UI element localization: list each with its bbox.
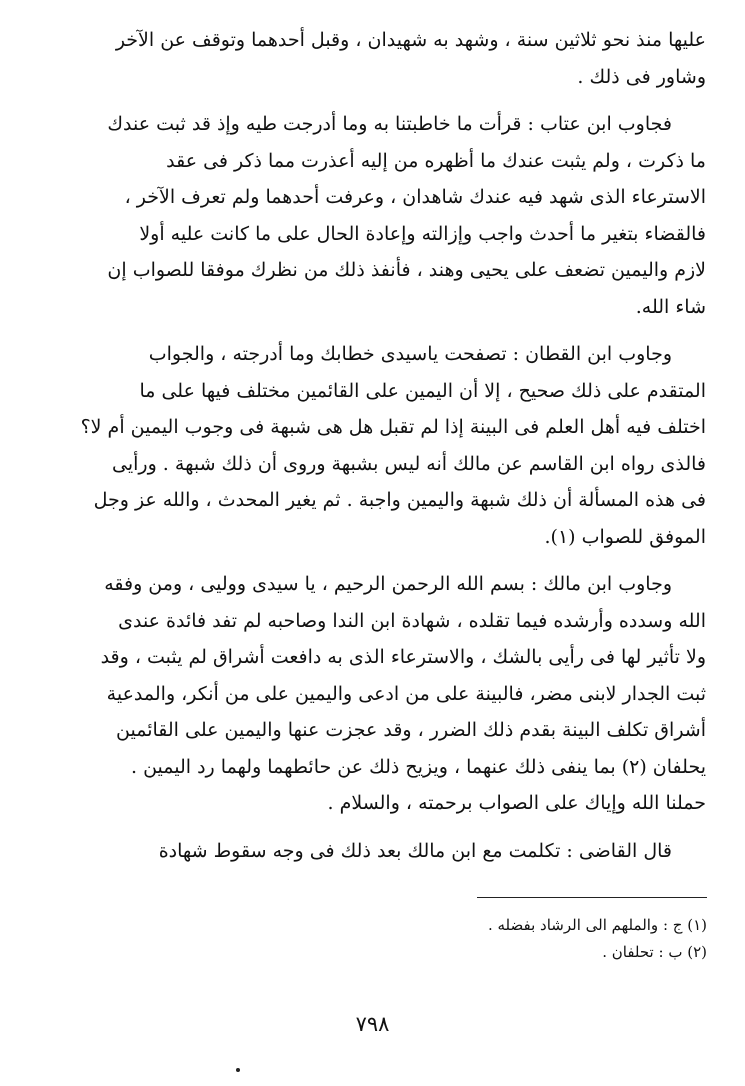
text-line: ولا تأثير لها فى رأيى بالشك ، والاسترعاء الذى به دافعت أشراق لم يثبت ، وقد — [100, 646, 706, 668]
text-line: شاء الله. — [635, 295, 706, 318]
main-text — [36, 22, 706, 869]
text-line: فى هذه المسألة أن ذلك شبهة واليمين واجبة . ثم يغير المحدث ، والله عز وجل — [93, 489, 706, 511]
text-line: وجاوب ابن القطان : تصفحت ياسيدى خطابك وما أدرجته ، والجواب — [148, 343, 672, 365]
footnotes — [287, 912, 707, 966]
footnote-divider — [477, 897, 707, 898]
text-line: عليها منذ نحو ثلاثين سنة ، وشهد به شهيدان ، وقبل أحدهما وتوقف عن الآخر — [115, 29, 706, 51]
paragraph-continuation — [36, 22, 706, 95]
text-line: الموفق للصواب (١). — [544, 525, 706, 548]
text-line: المتقدم على ذلك صحيح ، إلا أن اليمين على القائمين مختلف فيها على ما — [139, 379, 706, 402]
stray-ink-dot — [236, 1068, 240, 1072]
text-line: فالقضاء بتغير ما أحدث واجب وإزالته وإعادة الحال على ما كانت عليه أولا — [139, 222, 706, 245]
paragraph-ibn-al-qattan — [36, 336, 706, 555]
text-line: وشاور فى ذلك . — [577, 65, 706, 88]
text-line: الله وسدده وأرشده فيما تقلده ، شهادة ابن الندا وصاحبه لم تفد فائدة عندى — [118, 609, 706, 632]
footnote-1: (١) ج : والملهم الى الرشاد بفضله . — [487, 916, 707, 934]
footnote-2: (٢) ب : تحلفان . — [602, 943, 707, 961]
text-line: لازم واليمين تضعف على يحيى وهند ، فأنفذ ذلك من نظرك موفقا للصواب إن — [107, 259, 706, 281]
text-line: الاسترعاء الذى شهد فيه عندك شاهدان ، وعرفت أحدهما ولم تعرف الآخر ، — [124, 186, 706, 208]
text-line: وجاوب ابن مالك : بسم الله الرحمن الرحيم ، يا سيدى وولیی ، ومن وفقه — [104, 573, 672, 595]
paragraph-al-qadi — [36, 833, 706, 870]
text-line: حملنا الله وإياك على الصواب برحمته ، والسلام . — [327, 792, 706, 814]
text-line: فجاوب ابن عتاب : قرأت ما خاطبتنا به وما أدرجت طيه وإذ قد ثبت عندك — [107, 113, 672, 135]
text-line: أشراق تكلف البينة بقدم ذلك الضرر ، وقد عجزت عنها واليمين على القائمين — [116, 719, 706, 741]
text-line: ما ذكرت ، ولم يثبت عندك ما أظهره من إليه أعذرت مما ذكر فى عقد — [166, 149, 706, 172]
text-line: يحلفان (٢) بما ينفى ذلك عنهما ، ويزيح ذلك عن حائطهما ولهما رد اليمين . — [131, 755, 706, 778]
paragraph-ibn-malik — [36, 566, 706, 822]
text-line: فالذى رواه ابن القاسم عن مالك أنه ليس بشبهة وروى أن ذلك شبهة . ورأيى — [112, 452, 706, 475]
text-line: قال القاضى : تكلمت مع ابن مالك بعد ذلك فى وجه سقوط شهادة — [158, 839, 672, 862]
text-line: اختلف فيه أهل العلم فى البينة إذا لم تقبل هل هى شبهة فى وجوب اليمين أم لا؟ — [80, 416, 706, 438]
paragraph-ibn-attab — [36, 106, 706, 325]
page-number: ٧٩٨ — [355, 1012, 390, 1036]
text-line: ثبت الجدار لابنى مضر، فالبينة على من ادعى واليمين على من أنكر، والمدعية — [106, 682, 706, 705]
